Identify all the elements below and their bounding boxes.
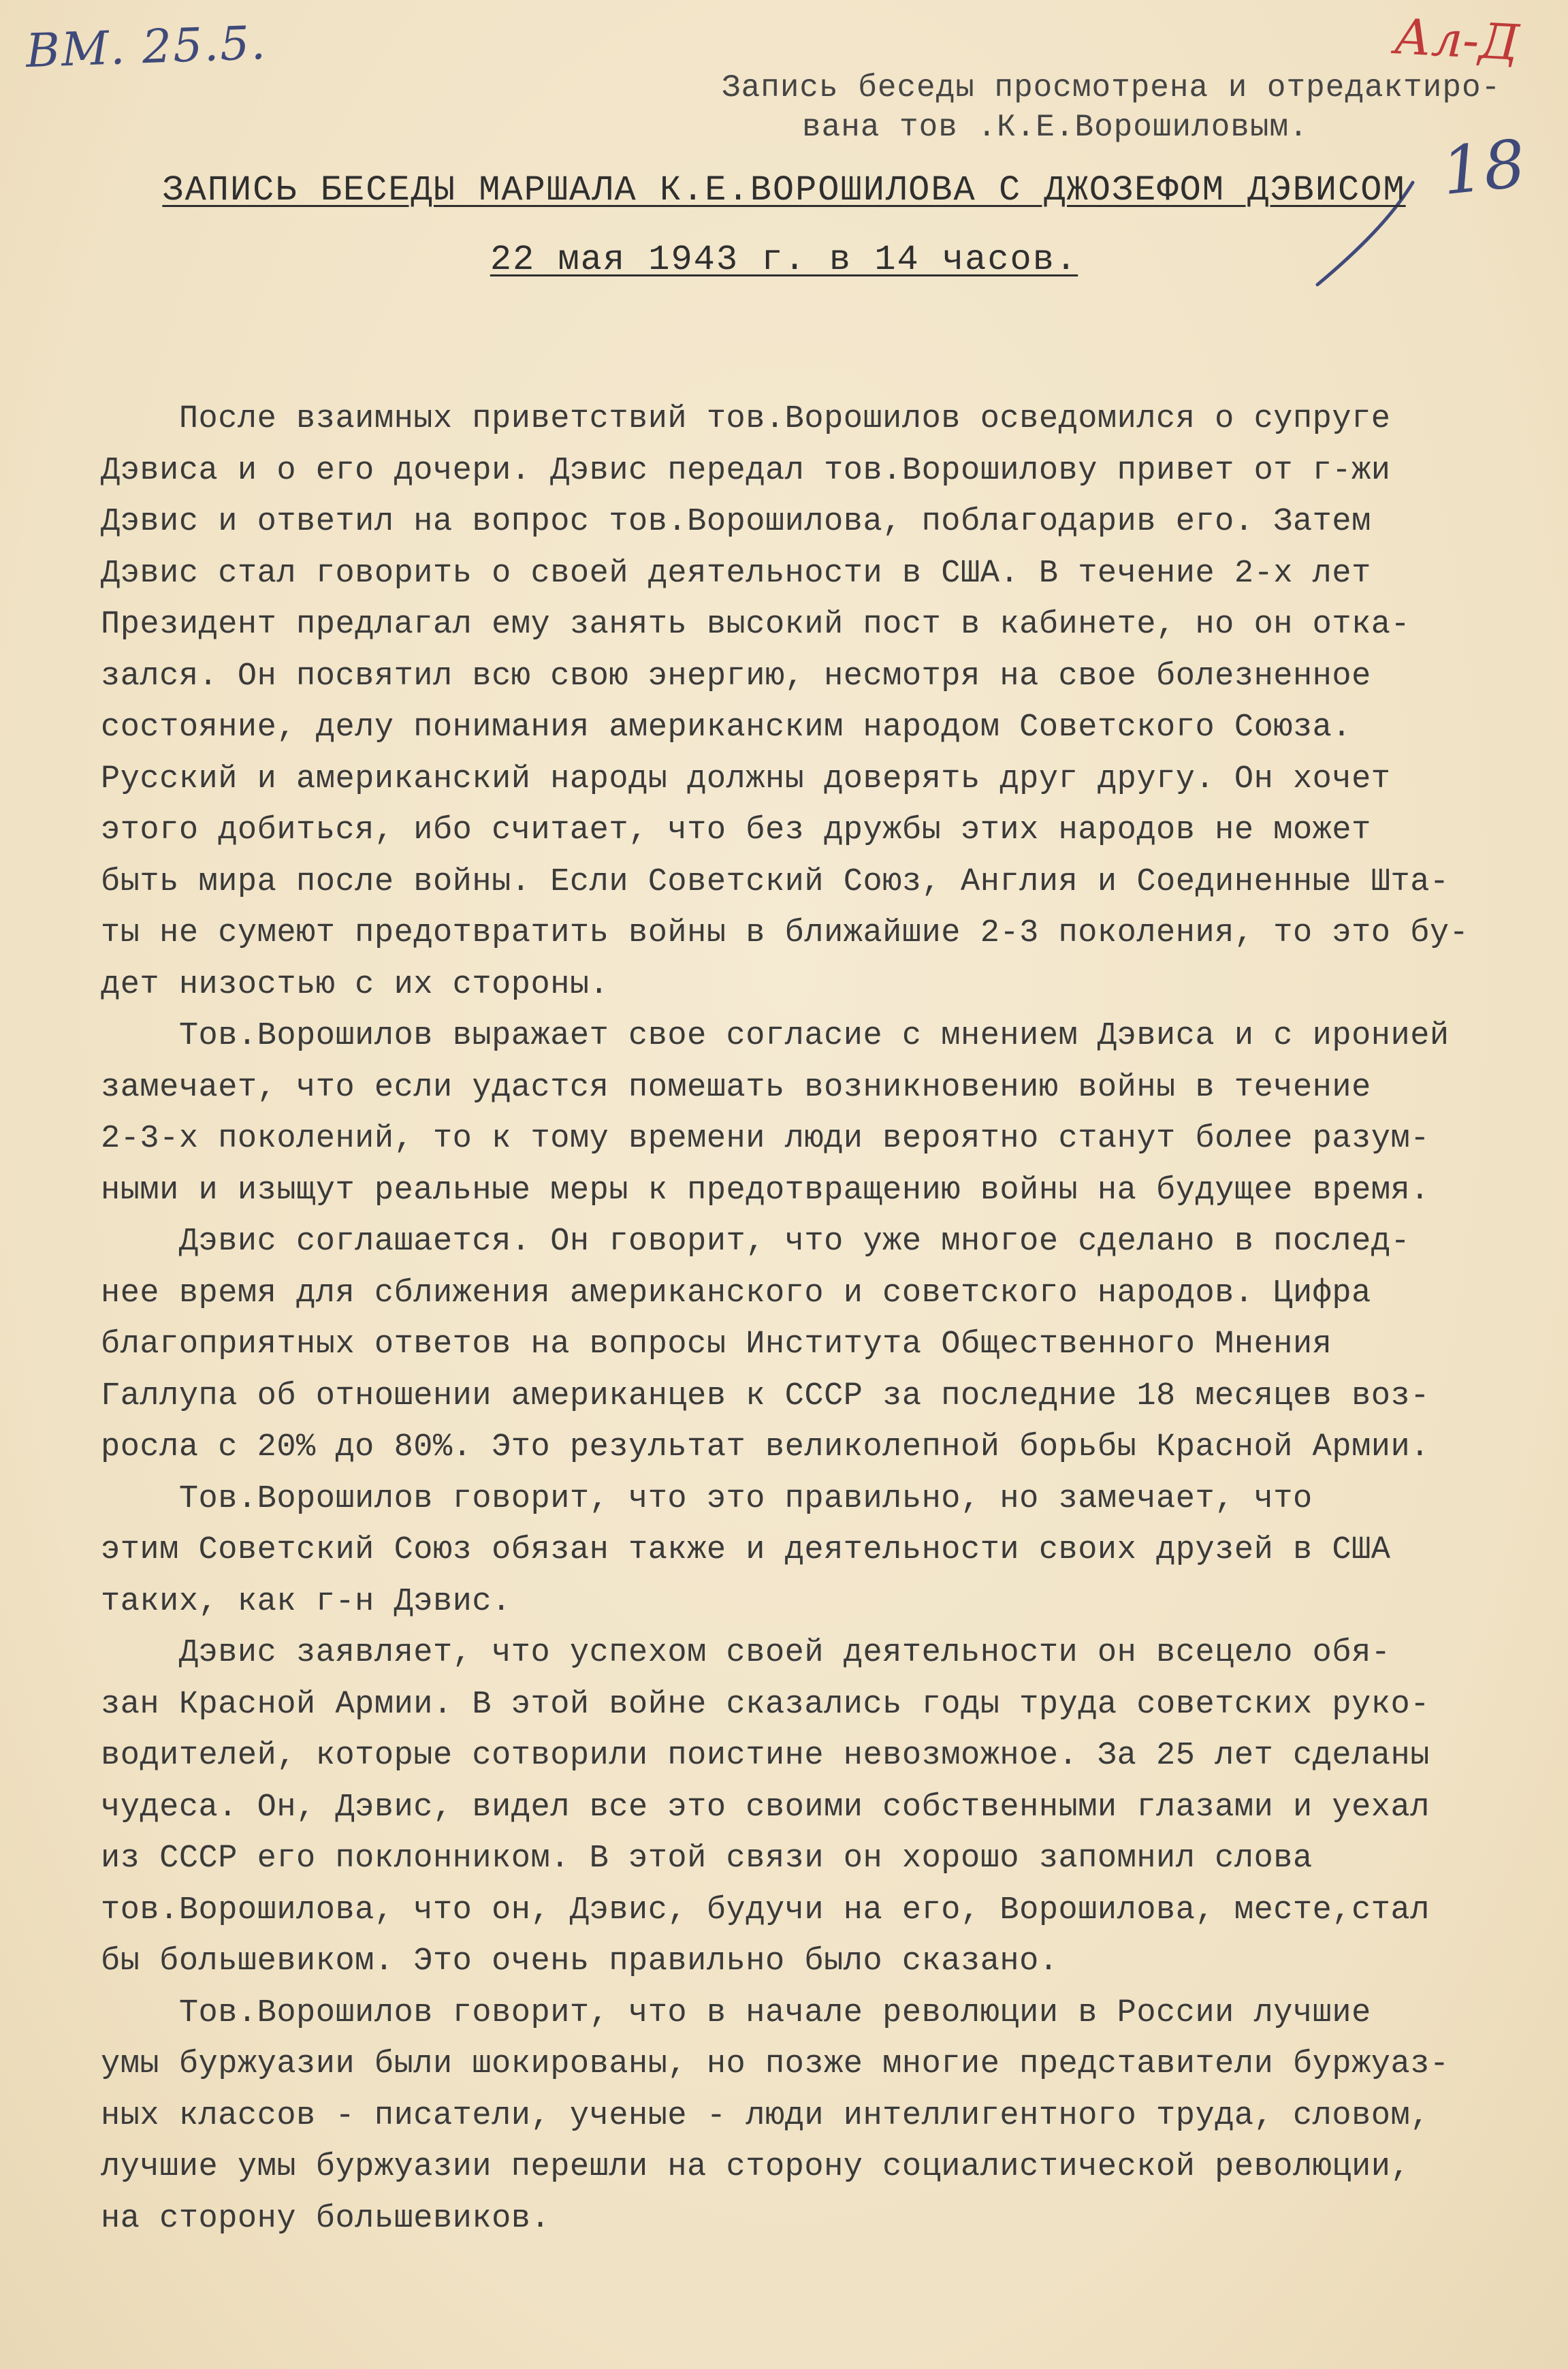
- text-line: на сторону большевиков.: [101, 2200, 551, 2237]
- text-line: Дэвис заявляет, что успехом своей деятельности он всецело обя-: [101, 1635, 1391, 1671]
- paragraph: [101, 1627, 1524, 1988]
- document-date: 22 мая 1943 г. в 14 часов.: [490, 240, 1078, 280]
- text-line: Дэвиса и о его дочери. Дэвис передал тов.Ворошилову привет от г-жи: [101, 452, 1391, 489]
- text-line: Тов.Ворошилов говорит, что это правильно, но замечает, что: [101, 1480, 1313, 1517]
- document-title-block: [0, 169, 1568, 212]
- paragraph: [101, 1988, 1524, 2245]
- header-note: [722, 68, 1539, 147]
- text-line: Дэвис стал говорить о своей деятельности в США. В течение 2-х лет: [101, 555, 1371, 592]
- text-line: Президент предлагал ему занять высокий пост в кабинете, но он отка-: [101, 607, 1411, 643]
- text-line: чудеса. Он, Дэвис, видел все это своими собственными глазами и уехал: [101, 1789, 1430, 1826]
- text-line: нее время для сближения американского и советского народов. Цифра: [101, 1275, 1371, 1311]
- page-number-handwritten: 18: [1438, 125, 1529, 210]
- text-line: ными и изыщут реальные меры к предотвращению войны на будущее время.: [101, 1172, 1430, 1209]
- paragraph: [101, 1011, 1524, 1216]
- document-body: [101, 394, 1524, 2244]
- header-note-line: Запись беседы просмотрена и отредактиро-: [722, 70, 1501, 106]
- text-line: Русский и американский народы должны доверять друг другу. Он хочет: [101, 761, 1391, 797]
- archive-code-handwritten: ВМ. 25.5.: [25, 16, 268, 79]
- header-note-line: вана тов .К.Е.Ворошиловым.: [802, 110, 1309, 145]
- text-line: быть мира после войны. Если Советский Союз, Англия и Соединенные Шта-: [101, 863, 1450, 900]
- text-line: росла с 20% до 80%. Это результат великолепной борьбы Красной Армии.: [101, 1429, 1430, 1465]
- text-line: состояние, делу понимания американским народом Советского Союза.: [101, 710, 1352, 746]
- text-line: этого добиться, ибо считает, что без дружбы этих народов не может: [101, 812, 1371, 848]
- text-line: ты не сумеют предотвратить войны в ближайшие 2-3 поколения, то это бу-: [101, 915, 1469, 951]
- text-line: Дэвис и ответил на вопрос тов.Ворошилова, поблагодарив его. Затем: [101, 504, 1371, 540]
- text-line: бы большевиком. Это очень правильно было сказано.: [101, 1943, 1059, 1980]
- text-line: замечает, что если удастся помешать возникновению войны в течение: [101, 1069, 1371, 1106]
- corner-mark-handwritten: Ал-Д: [1392, 7, 1521, 71]
- text-line: ных классов - писатели, ученые - люди интеллигентного труда, словом,: [101, 2097, 1430, 2134]
- text-line: зался. Он посвятил всю свою энергию, несмотря на свое болезненное: [101, 658, 1371, 695]
- text-line: Тов.Ворошилов говорит, что в начале революции в России лучшие: [101, 1994, 1371, 2031]
- text-line: Дэвис соглашается. Он говорит, что уже многое сделано в послед-: [101, 1224, 1411, 1260]
- text-line: лучшие умы буржуазии перешли на сторону социалистической революции,: [101, 2149, 1411, 2185]
- text-line: таких, как г-н Дэвис.: [101, 1583, 511, 1620]
- document-date-block: [0, 238, 1568, 282]
- text-line: дет низостью с их стороны.: [101, 966, 609, 1003]
- paragraph: [101, 1216, 1524, 1474]
- text-line: умы буржуазии были шокированы, но позже многие представители буржуаз-: [101, 2046, 1450, 2082]
- text-line: После взаимных приветствий тов.Ворошилов осведомился о супруге: [101, 401, 1391, 437]
- text-line: этим Советский Союз обязан также и деятельности своих друзей в США: [101, 1532, 1391, 1568]
- text-line: водителей, которые сотворили поистине невозможное. За 25 лет сделаны: [101, 1738, 1430, 1774]
- text-line: Галлупа об отношении американцев к СССР за последние 18 месяцев воз-: [101, 1378, 1430, 1414]
- paragraph: [101, 394, 1524, 1011]
- paragraph: [101, 1474, 1524, 1628]
- text-line: 2-3-х поколений, то к тому времени люди вероятно станут более разум-: [101, 1121, 1430, 1157]
- text-line: тов.Ворошилова, что он, Дэвис, будучи на его, Ворошилова, месте,стал: [101, 1892, 1430, 1928]
- text-line: благоприятных ответов на вопросы Института Общественного Мнения: [101, 1326, 1332, 1363]
- document-title: ЗАПИСЬ БЕСЕДЫ МАРШАЛА К.Е.ВОРОШИЛОВА С ДЖОЗЕФОМ ДЭВИСОМ: [162, 170, 1406, 210]
- text-line: из СССР его поклонником. В этой связи он хорошо запомнил слова: [101, 1841, 1313, 1877]
- text-line: зан Красной Армии. В этой войне сказались годы труда советских руко-: [101, 1686, 1430, 1723]
- text-line: Тов.Ворошилов выражает свое согласие с мнением Дэвиса и с иронией: [101, 1018, 1450, 1054]
